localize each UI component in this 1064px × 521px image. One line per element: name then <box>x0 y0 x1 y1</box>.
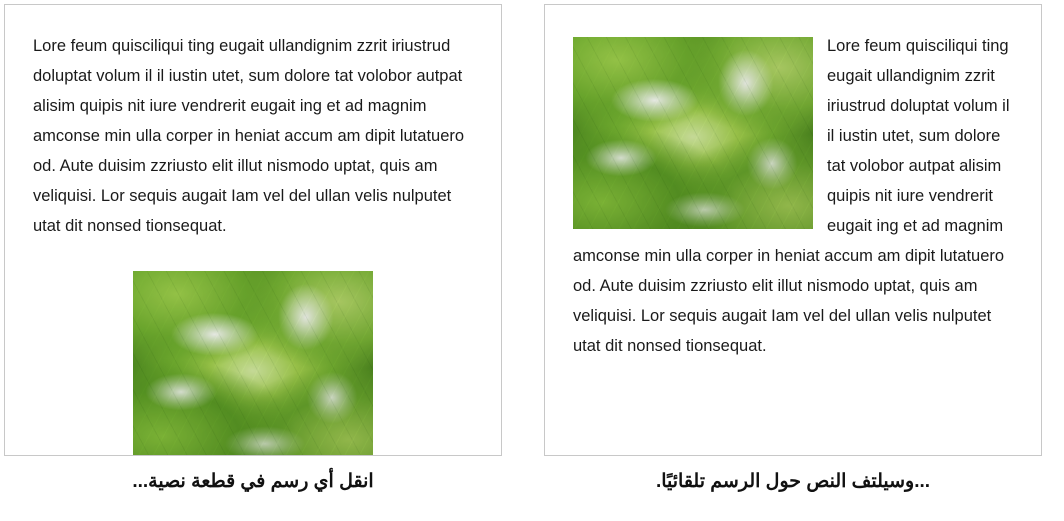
paragraph-right: Lore feum quisciliqui ting eugait ullandignim zzrit iriustrud doluptat volum il il iustin utet, sum dolore tat volobor autpat alisim quipis nit iure vendrerit eugait ing et ad magnim amconse min ulla corper in heniat accum am dipit lutatuero od. Aute duisim zzriusto elit illut nismodo uptat, quis am veliquisi. Lor sequis augait Iam vel del ullan velis nulputet utat dit nonsed tionsequat. <box>573 37 1010 355</box>
green-leaves-photo <box>133 271 373 456</box>
caption-right: ...وسيلتف النص حول الرسم تلقائيًا. <box>655 471 931 492</box>
paragraph-left: Lore feum quisciliqui ting eugait ullandignim zzrit iriustrud doluptat volum il il iustin utet, sum dolore tat volobor autpat alisim quipis nit iure vendrerit eugait ing et ad magnim amconse min ulla corper in heniat accum am dipit lutatuero od. Aute duisim zzriusto elit illut nismodo uptat, quis am veliquisi. Lor sequis augait Iam vel del ullan velis nulputet utat dit nonsed tionsequat. <box>33 37 465 235</box>
green-leaves-photo <box>573 37 813 229</box>
document-text-block-right <box>545 5 1041 361</box>
inline-image-panel <box>4 4 502 456</box>
caption-left: انقل أي رسم في قطعة نصية... <box>132 471 374 492</box>
wrapped-image-panel <box>544 4 1042 456</box>
document-text-block-left <box>5 5 501 456</box>
